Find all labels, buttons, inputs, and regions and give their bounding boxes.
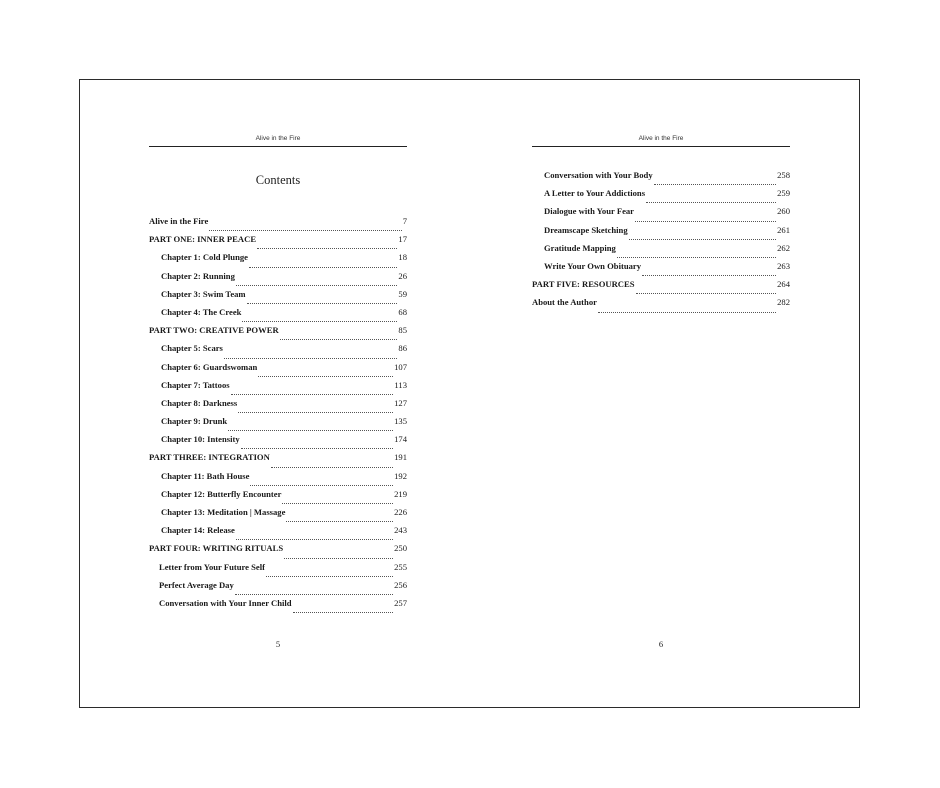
toc-dot-leader bbox=[629, 239, 776, 240]
toc-dot-leader bbox=[646, 202, 776, 203]
toc-dot-leader bbox=[617, 257, 776, 258]
toc-dot-leader bbox=[271, 467, 393, 468]
toc-entry[interactable] bbox=[149, 543, 407, 561]
toc-entry[interactable] bbox=[532, 206, 790, 224]
right-running-header: Alive in the Fire bbox=[532, 134, 790, 147]
left-running-header: Alive in the Fire bbox=[149, 134, 407, 147]
toc-entry-page: 260 bbox=[777, 206, 790, 217]
toc-dot-leader bbox=[598, 312, 776, 313]
right-page-number: 6 bbox=[658, 639, 664, 649]
toc-dot-leader bbox=[209, 230, 401, 231]
toc-right-list bbox=[532, 170, 790, 316]
toc-dot-leader bbox=[236, 285, 398, 286]
toc-entry-page: 7 bbox=[402, 216, 407, 226]
toc-entry[interactable] bbox=[149, 271, 407, 289]
toc-dot-leader bbox=[231, 394, 394, 395]
toc-entry[interactable] bbox=[532, 279, 790, 297]
toc-entry[interactable] bbox=[149, 489, 407, 507]
toc-dot-leader bbox=[249, 267, 397, 268]
toc-entry-page: 113 bbox=[394, 379, 407, 390]
toc-entry[interactable] bbox=[149, 325, 407, 343]
toc-entry[interactable] bbox=[532, 188, 790, 206]
toc-entry-page: 258 bbox=[777, 170, 790, 180]
toc-entry-page: 250 bbox=[394, 543, 407, 554]
toc-entry-title: Conversation with Your Inner Child bbox=[159, 597, 292, 608]
toc-entry-page: 264 bbox=[777, 279, 790, 290]
toc-entry[interactable] bbox=[149, 452, 407, 470]
toc-dot-leader bbox=[238, 412, 393, 413]
left-page-number: 5 bbox=[275, 639, 281, 649]
toc-entry-title: Chapter 11: Bath House bbox=[161, 470, 250, 481]
toc-entry[interactable] bbox=[532, 170, 790, 188]
toc-entry[interactable] bbox=[532, 225, 790, 243]
toc-entry[interactable] bbox=[532, 243, 790, 261]
toc-dot-leader bbox=[266, 576, 393, 577]
toc-dot-leader bbox=[228, 430, 393, 431]
toc-dot-leader bbox=[284, 558, 393, 559]
toc-entry-page: 219 bbox=[394, 488, 407, 499]
toc-entry[interactable] bbox=[149, 234, 407, 252]
toc-dot-leader bbox=[654, 184, 776, 185]
toc-entry-page: 243 bbox=[394, 525, 407, 536]
toc-entry[interactable] bbox=[149, 343, 407, 361]
toc-entry-title: Chapter 9: Drunk bbox=[161, 416, 228, 427]
toc-entry-title: Chapter 8: Darkness bbox=[161, 397, 238, 408]
toc-entry-page: 86 bbox=[398, 343, 407, 354]
toc-entry-page: 127 bbox=[394, 397, 407, 408]
toc-entry-page: 263 bbox=[777, 260, 790, 271]
toc-entry[interactable] bbox=[149, 580, 407, 598]
toc-dot-leader bbox=[642, 275, 776, 276]
toc-entry[interactable] bbox=[149, 398, 407, 416]
toc-dot-leader bbox=[236, 539, 393, 540]
toc-entry-title: Chapter 5: Scars bbox=[161, 343, 223, 354]
toc-entry-title: Chapter 10: Intensity bbox=[161, 434, 240, 445]
toc-entry-page: 191 bbox=[394, 452, 407, 463]
toc-entry[interactable] bbox=[149, 416, 407, 434]
toc-entry-title: PART THREE: INTEGRATION bbox=[149, 452, 270, 463]
toc-dot-leader bbox=[258, 376, 393, 377]
toc-entry-title: Chapter 7: Tattoos bbox=[161, 379, 230, 390]
toc-entry-title: Dreamscape Sketching bbox=[544, 224, 628, 235]
toc-dot-leader bbox=[635, 221, 776, 222]
toc-entry-page: 107 bbox=[394, 361, 407, 372]
toc-entry-title: Gratitude Mapping bbox=[544, 242, 616, 253]
toc-entry-title: A Letter to Your Addictions bbox=[544, 188, 646, 199]
toc-entry[interactable] bbox=[149, 525, 407, 543]
toc-entry-page: 192 bbox=[394, 470, 407, 481]
toc-entry-title: Chapter 6: Guardswoman bbox=[161, 361, 258, 372]
toc-entry[interactable] bbox=[149, 307, 407, 325]
toc-entry-title: Chapter 3: Swim Team bbox=[161, 288, 246, 299]
toc-entry-page: 85 bbox=[398, 325, 407, 336]
toc-entry[interactable] bbox=[532, 261, 790, 279]
toc-entry-title: Alive in the Fire bbox=[149, 216, 209, 226]
toc-entry-page: 282 bbox=[777, 297, 790, 308]
toc-entry-title: Perfect Average Day bbox=[159, 579, 234, 590]
toc-entry-title: About the Author bbox=[532, 297, 597, 308]
toc-entry-title: Chapter 1: Cold Plunge bbox=[161, 252, 248, 263]
toc-entry-title: PART ONE: INNER PEACE bbox=[149, 234, 257, 245]
toc-entry-title: Write Your Own Obituary bbox=[544, 260, 642, 271]
toc-entry-page: 259 bbox=[777, 188, 790, 199]
toc-entry-page: 59 bbox=[398, 288, 407, 299]
toc-entry-page: 255 bbox=[394, 561, 407, 572]
toc-entry-page: 257 bbox=[394, 597, 407, 608]
toc-entry-title: Conversation with Your Body bbox=[544, 170, 653, 180]
toc-entry[interactable] bbox=[149, 362, 407, 380]
toc-entry-page: 17 bbox=[398, 234, 407, 245]
toc-entry-page: 261 bbox=[777, 224, 790, 235]
toc-dot-leader bbox=[636, 293, 777, 294]
toc-entry[interactable] bbox=[149, 562, 407, 580]
toc-entry-title: Dialogue with Your Fear bbox=[544, 206, 634, 217]
toc-dot-leader bbox=[235, 594, 393, 595]
toc-entry-title: Chapter 13: Meditation | Massage bbox=[161, 507, 286, 517]
toc-entry[interactable] bbox=[149, 216, 407, 234]
toc-entry-title: Chapter 12: Butterfly Encounter bbox=[161, 488, 282, 499]
toc-entry-page: 226 bbox=[394, 507, 407, 517]
toc-entry[interactable] bbox=[149, 598, 407, 616]
toc-dot-leader bbox=[250, 485, 393, 486]
toc-entry-page: 68 bbox=[398, 306, 407, 317]
toc-entry-title: PART FOUR: WRITING RITUALS bbox=[149, 543, 284, 554]
toc-entry-page: 174 bbox=[394, 434, 407, 445]
toc-entry-title: PART TWO: CREATIVE POWER bbox=[149, 325, 279, 336]
toc-entry[interactable] bbox=[149, 289, 407, 307]
contents-heading: Contents bbox=[255, 173, 301, 187]
toc-entry-title: PART FIVE: RESOURCES bbox=[532, 279, 635, 290]
toc-entry-title: Chapter 2: Running bbox=[161, 270, 235, 281]
toc-entry-page: 135 bbox=[394, 416, 407, 427]
toc-left-list bbox=[149, 216, 407, 616]
toc-dot-leader bbox=[293, 612, 394, 613]
toc-entry-page: 26 bbox=[398, 270, 407, 281]
toc-entry-page: 18 bbox=[398, 252, 407, 263]
toc-dot-leader bbox=[242, 321, 397, 322]
toc-entry[interactable] bbox=[149, 507, 407, 525]
toc-entry[interactable] bbox=[149, 471, 407, 489]
toc-dot-leader bbox=[241, 448, 393, 449]
toc-dot-leader bbox=[280, 339, 398, 340]
toc-dot-leader bbox=[247, 303, 398, 304]
toc-dot-leader bbox=[286, 521, 393, 522]
toc-entry[interactable] bbox=[149, 252, 407, 270]
toc-entry-page: 262 bbox=[777, 242, 790, 253]
toc-dot-leader bbox=[257, 248, 397, 249]
toc-entry-page: 256 bbox=[394, 579, 407, 590]
toc-entry-title: Letter from Your Future Self bbox=[159, 561, 265, 572]
toc-entry[interactable] bbox=[532, 297, 790, 315]
toc-entry[interactable] bbox=[149, 380, 407, 398]
toc-entry[interactable] bbox=[149, 434, 407, 452]
toc-entry-title: Chapter 14: Release bbox=[161, 525, 235, 536]
toc-dot-leader bbox=[224, 358, 398, 359]
toc-dot-leader bbox=[282, 503, 393, 504]
toc-entry-title: Chapter 4: The Creek bbox=[161, 306, 242, 317]
